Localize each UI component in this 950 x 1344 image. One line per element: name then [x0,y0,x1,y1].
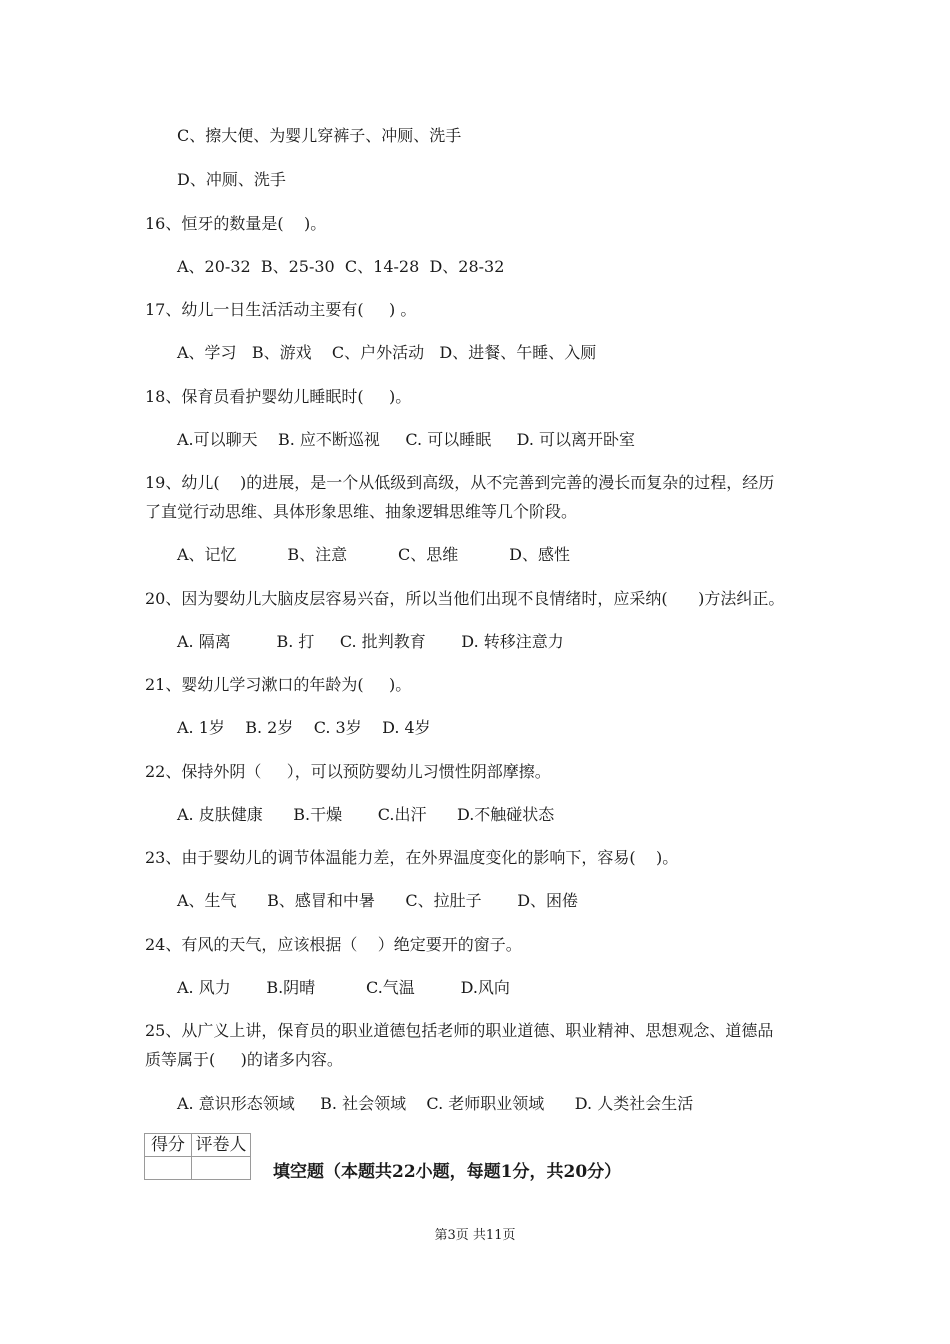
question-18: 18、保育员看护婴幼儿睡眠时( )。 [145,387,412,406]
options-22: A. 皮肤健康 B.干燥 C.出汗 D.不触碰状态 [177,805,555,824]
page-footer: 第3页 共11页 [434,1228,516,1243]
options-19: A、记忆 B、注意 C、思维 D、感性 [177,545,570,564]
score-table [144,1133,251,1180]
options-20: A. 隔离 B. 打 C. 批判教育 D. 转移注意力 [177,632,564,651]
section-title: 填空题（本题共22小题，每题1分，共20分） [273,1162,622,1182]
question-25-continued: 质等属于( )的诸多内容。 [145,1050,343,1069]
question-20: 20、因为婴幼儿大脑皮层容易兴奋，所以当他们出现不良情绪时，应采纳( )方法纠正。 [145,589,785,608]
options-18: A.可以聊天 B. 应不断巡视 C. 可以睡眠 D. 可以离开卧室 [177,430,636,449]
options-21: A. 1岁 B. 2岁 C. 3岁 D. 4岁 [177,718,431,737]
question-21: 21、婴幼儿学习漱口的年龄为( )。 [145,675,412,694]
grader-cell [192,1157,251,1180]
question-19: 19、幼儿( )的进展，是一个从低级到高级，从不完善到完善的漫长而复杂的过程，经历 [145,473,775,492]
question-22: 22、保持外阴（ ），可以预防婴幼儿习惯性阴部摩擦。 [145,762,551,781]
grader-header: 评卷人 [192,1134,251,1157]
option-line: D、冲厕、洗手 [177,170,286,189]
question-17: 17、幼儿一日生活活动主要有( ) 。 [145,300,417,319]
question-25: 25、从广义上讲，保育员的职业道德包括老师的职业道德、职业精神、思想观念、道德品 [145,1021,774,1040]
score-header: 得分 [145,1134,192,1157]
options-23: A、生气 B、感冒和中暑 C、拉肚子 D、困倦 [177,891,579,910]
options-25: A. 意识形态领域 B. 社会领域 C. 老师职业领域 D. 人类社会生活 [177,1094,694,1113]
options-24: A. 风力 B.阴晴 C.气温 D.风向 [177,978,510,997]
question-19-continued: 了直觉行动思维、具体形象思维、抽象逻辑思维等几个阶段。 [145,502,578,521]
question-24: 24、有风的天气，应该根据（ ）绝定要开的窗子。 [145,935,522,954]
options-17: A、学习 B、游戏 C、户外活动 D、进餐、午睡、入厕 [177,343,597,362]
option-line: C、擦大便、为婴儿穿裤子、冲厕、洗手 [177,126,462,145]
question-16: 16、恒牙的数量是( )。 [145,214,327,233]
score-cell [145,1157,192,1180]
options-16: A、20-32 B、25-30 C、14-28 D、28-32 [177,257,505,276]
question-23: 23、由于婴幼儿的调节体温能力差，在外界温度变化的影响下，容易( )。 [145,848,679,867]
